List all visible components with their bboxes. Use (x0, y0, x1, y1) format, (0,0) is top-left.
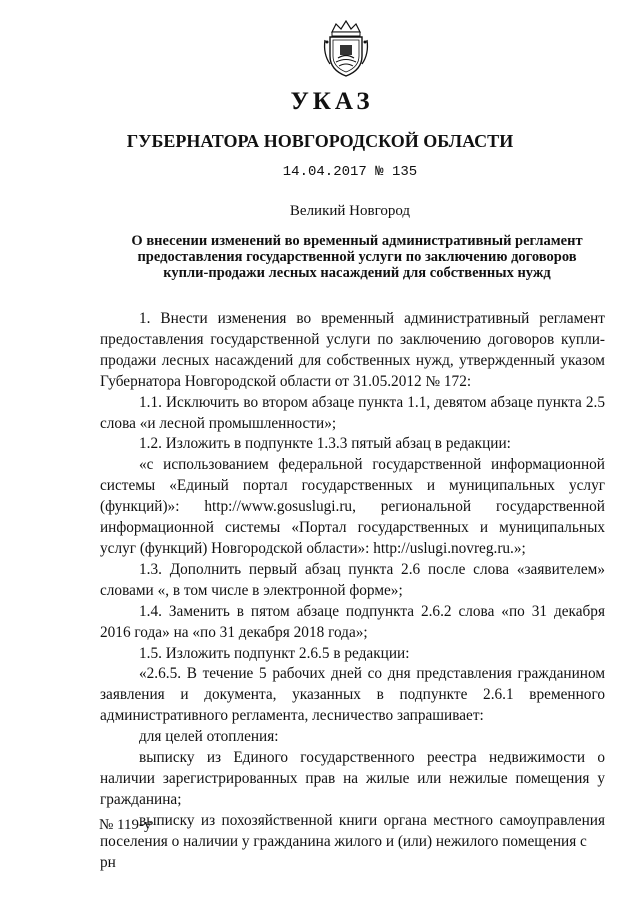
body-paragraph: 1.5. Изложить подпункт 2.6.5 в редакции: (139, 644, 410, 662)
decree-city: Великий Новгород (289, 203, 411, 219)
decree-body (100, 309, 605, 873)
issuing-authority: ГУБЕРНАТОРА НОВГОРОДСКОЙ ОБЛАСТИ (126, 131, 514, 151)
document-number: № 119-у (99, 817, 152, 833)
body-paragraph: выписку из Единого государственного реестра недвижимости о наличии зарегистрированных прав на жилые или нежилые помещения у гражданина; (100, 749, 605, 808)
body-paragraph: «с использованием федеральной государственной информационной системы «Единый портал государственных и муниципальных услуг (функций)»: http://www.gosuslugi.ru, региональной государственной информационной системы «Портал государственных и муниципальных услуг (функций) Новгородской области»: http://uslugi.novreg.ru.»; (100, 456, 605, 557)
body-paragraph: «2.6.5. В течение 5 рабочих дней со дня представления гражданином заявления и документа, указанных в подпункте 2.6.1 временного административного регламента, лесничество запрашивает: (100, 665, 605, 725)
decree-date-number: 14.04.2017 № 135 (282, 164, 418, 180)
decree-subject (114, 233, 600, 281)
body-paragraph: 1.2. Изложить в подпункте 1.3.3 пятый абзац в редакции: (139, 435, 511, 453)
body-paragraph: 1. Внести изменения во временный административный регламент предоставления государственной услуги по заключению договоров купли-продажи лесных насаждений для собственных нужд, утвержденный указом Губернатора Новгородской области от 31.05.2012 № 172: (100, 310, 605, 390)
subject-line: купли-продажи лесных насаждений для собственных нужд (163, 265, 551, 281)
body-paragraph-fragment: рн (100, 853, 116, 871)
body-paragraph: 1.4. Заменить в пятом абзаце подпункта 2.6.2 слова «по 31 декабря 2016 года» на «по 31 декабря 2018 года»; (100, 602, 605, 641)
decree-title: УКАЗ (290, 88, 374, 115)
subject-line: предоставления государственной услуги по заключению договоров (137, 249, 577, 265)
body-paragraph: выписку из похозяйственной книги органа местного самоуправления поселения о наличии у гражданина жилого и (или) нежилого помещения с (100, 811, 605, 850)
coat-of-arms-emblem (322, 18, 370, 78)
body-paragraph: 1.3. Дополнить первый абзац пункта 2.6 после слова «заявителем» словами «, в том числе в электронной форме»; (100, 560, 605, 599)
body-paragraph: 1.1. Исключить во втором абзаце пункта 1.1, девятом абзаце пункта 2.5 слова «и лесной промышленности»; (100, 393, 605, 432)
body-paragraph: для целей отопления: (139, 728, 279, 746)
subject-line: О внесении изменений во временный административный регламент (131, 233, 583, 249)
